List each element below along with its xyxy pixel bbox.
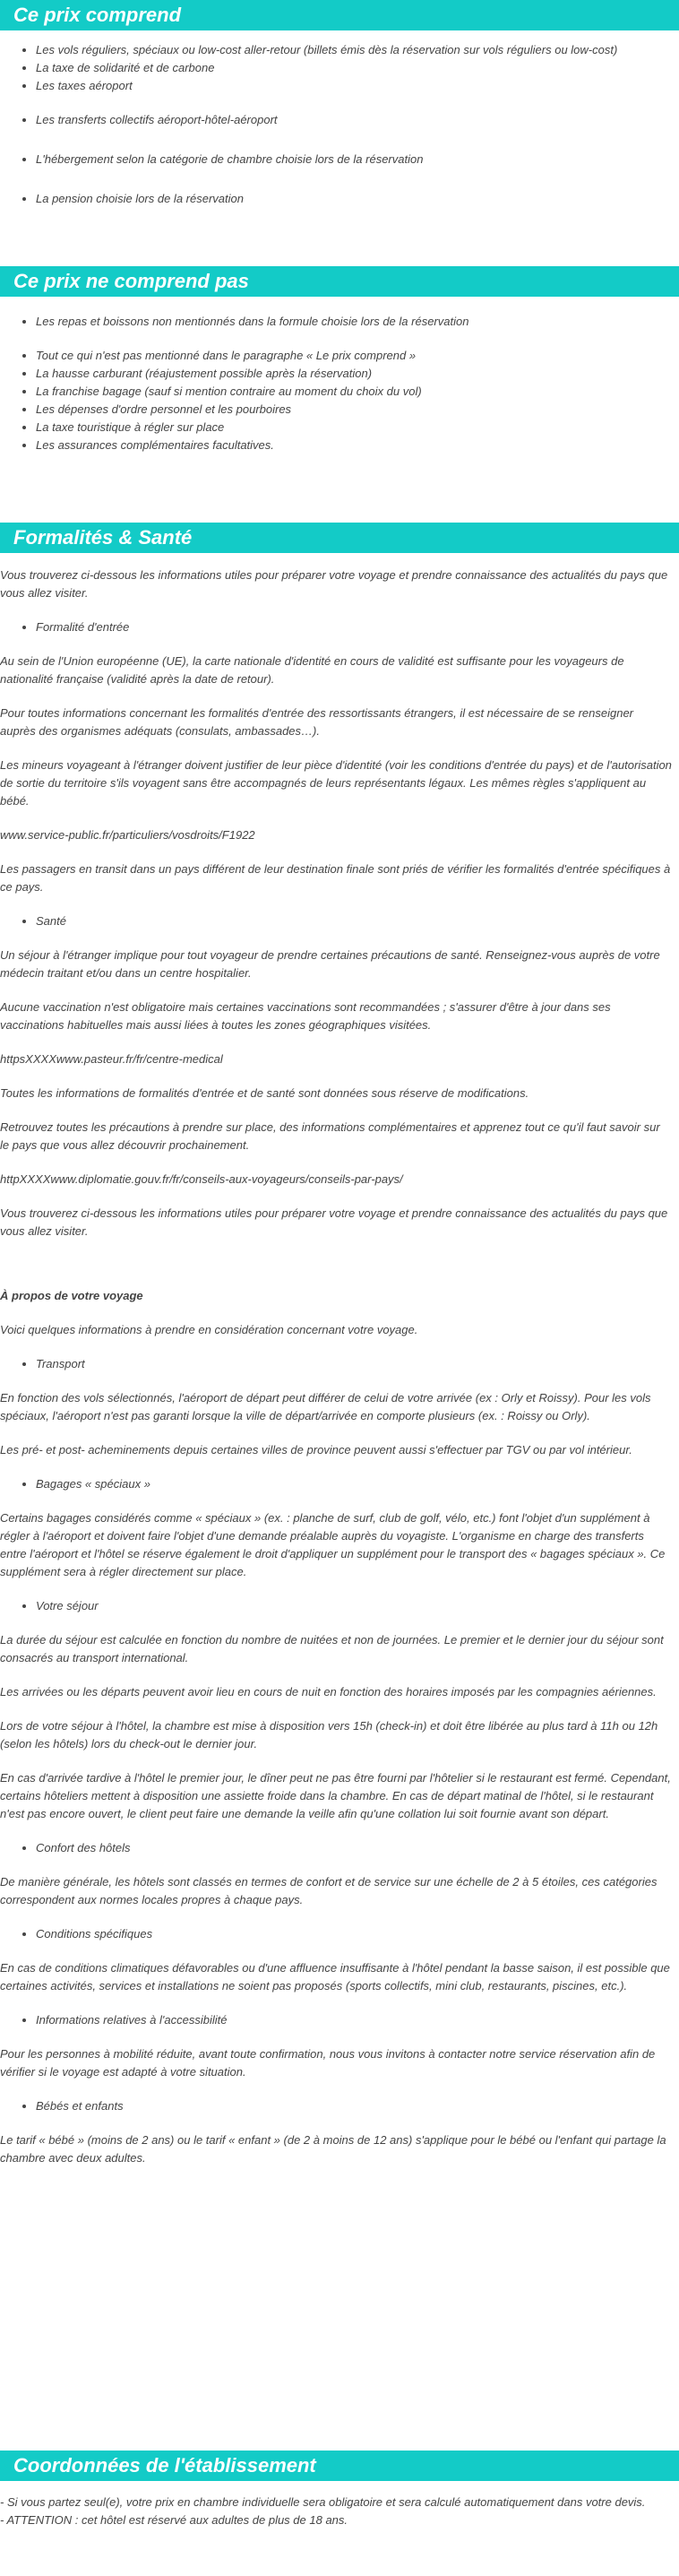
subheading-bullet: • Conditions spécifiques	[36, 1925, 672, 1943]
link-text[interactable]: httpXXXXwww.diplomatie.gouv.fr/fr/conseils-aux-voyageurs/conseils-par-pays/	[0, 1172, 403, 1186]
paragraph: Aucune vaccination n'est obligatoire mais certaines vaccinations sont recommandées ; s'assurer d'être à jour dans ses vaccinations habituelles mais aussi liées à toutes les zones géographiques visitées.	[0, 1000, 611, 1032]
paragraph: Certains bagages considérés comme « spéciaux » (ex. : planche de surf, club de golf, vélo, etc.) font l'objet d'un supplément à régler à l'aéroport et doivent faire l'objet d'une demande préalable auprès du voyagiste. L'organisme en charge des transferts entre l'aéroport et l'hôtel se réserve également le droit d'appliquer un supplément pour le transport des « bagages spéciaux ». Ce supplément sera à régler directement sur place.	[0, 1511, 666, 1578]
paragraph: Pour toutes informations concernant les formalités d'entrée des ressortissants étrangers, il est nécessaire de se renseigner auprès des organismes adéquats (consulats, ambassades…).	[0, 706, 634, 738]
subheading-bullet: • Transport	[36, 1355, 672, 1373]
list-item: • La pension choisie lors de la réservation	[36, 190, 672, 208]
paragraph: En fonction des vols sélectionnés, l'aéroport de départ peut différer de celui de votre arrivée (ex : Orly et Roissy). Pour les vols spéciaux, l'aéroport n'est pas garanti lorsque la ville de départ/arrivée en comporte plusieurs (ex. : Roissy ou Orly).	[0, 1391, 651, 1422]
section-header-prix-ne-comprend	[0, 266, 679, 297]
paragraph: En cas d'arrivée tardive à l'hôtel le premier jour, le dîner peut ne pas être fourni par l'hôtelier si le restaurant est fermé. Cependant, certains hôteliers mettent à disposition une assiette froide dans la chambre. En cas de départ matinal de l'hôtel, si le restaurant n'est pas encore ouvert, le client peut faire une demande la veille afin qu'une collation lui soit fournie avant son départ.	[0, 1771, 671, 1820]
paragraph: En cas de conditions climatiques défavorables ou d'une affluence insuffisante à l'hôtel pendant la basse saison, il est possible que certaines activités, services et installations ne soient pas proposés (sports collectifs, mini club, restaurants, piscines, etc.).	[0, 1961, 670, 1993]
list-item: • La hausse carburant (réajustement possible après la réservation)	[36, 365, 672, 383]
subheading-bullet: • Formalité d'entrée	[36, 618, 672, 636]
list-item: • Les dépenses d'ordre personnel et les pourboires	[36, 401, 672, 419]
section-header-formalites	[0, 523, 679, 553]
paragraph: Pour les personnes à mobilité réduite, avant toute confirmation, nous vous invitons à contacter notre service réservation afin de vérifier si le voyage est adapté à votre situation.	[0, 2047, 656, 2079]
subsection-title: À propos de votre voyage	[0, 1289, 143, 1302]
paragraph: - ATTENTION : cet hôtel est réservé aux adultes de plus de 18 ans.	[0, 2513, 348, 2527]
list-item: • Les taxes aéroport	[36, 77, 672, 95]
paragraph: Lors de votre séjour à l'hôtel, la chambre est mise à disposition vers 15h (check-in) et doit être libérée au plus tard à 11h ou 12h (selon les hôtels) lors du check-out le dernier jour.	[0, 1719, 658, 1750]
paragraph: De manière générale, les hôtels sont classés en termes de confort et de service sur une échelle de 2 à 5 étoiles, ces catégories correspondent aux normes locales propres à chaque pays.	[0, 1875, 658, 1906]
list-item: • Les repas et boissons non mentionnés dans la formule choisie lors de la réservation	[36, 313, 672, 331]
section-header-coordonnees	[0, 2451, 679, 2481]
list-item: • La taxe touristique à régler sur place	[36, 419, 672, 437]
section-title: Ce prix ne comprend pas	[13, 270, 249, 292]
paragraph: Les passagers en transit dans un pays différent de leur destination finale sont priés de vérifier les formalités d'entrée spécifiques à ce pays.	[0, 862, 671, 894]
subheading-bullet: • Informations relatives à l'accessibilité	[36, 2011, 672, 2029]
paragraph: Les pré- et post- acheminements depuis certaines villes de province peuvent aussi s'effectuer par TGV ou par vol intérieur.	[0, 1443, 632, 1457]
section-title: Ce prix comprend	[13, 4, 182, 26]
formalites-content	[0, 566, 672, 2167]
prix-comprend-list	[0, 41, 672, 208]
paragraph: Retrouvez toutes les précautions à prendre sur place, des informations complémentaires et apprenez tout ce qu'il faut savoir sur le pays que vous allez découvrir prochainement.	[0, 1120, 660, 1152]
section-header-prix-comprend	[0, 0, 679, 30]
list-item: • Les vols réguliers, spéciaux ou low-cost aller-retour (billets émis dès la réservation sur vols réguliers ou low-cost)	[36, 41, 672, 59]
subheading-bullet: • Votre séjour	[36, 1597, 672, 1615]
paragraph: Toutes les informations de formalités d'entrée et de santé sont données sous réserve de modifications.	[0, 1086, 529, 1100]
list-item: • Les assurances complémentaires facultatives.	[36, 437, 672, 454]
subheading-bullet: • Bagages « spéciaux »	[36, 1475, 672, 1493]
paragraph: Vous trouverez ci-dessous les informations utiles pour préparer votre voyage et prendre connaissance des actualités du pays que vous allez visiter.	[0, 568, 668, 600]
section-title: Formalités & Santé	[13, 526, 193, 549]
prix-ne-comprend-list	[0, 313, 672, 454]
list-item: • Tout ce qui n'est pas mentionné dans le paragraphe « Le prix comprend »	[36, 347, 672, 365]
subheading-bullet: • Confort des hôtels	[36, 1839, 672, 1857]
link-text[interactable]: www.service-public.fr/particuliers/vosdroits/F1922	[0, 828, 255, 842]
list-item: • L'hébergement selon la catégorie de chambre choisie lors de la réservation	[36, 151, 672, 169]
paragraph: Les arrivées ou les départs peuvent avoir lieu en cours de nuit en fonction des horaires imposés par les compagnies aériennes.	[0, 1685, 657, 1699]
section-title: Coordonnées de l'établissement	[13, 2454, 316, 2477]
paragraph: La durée du séjour est calculée en fonction du nombre de nuitées et non de journées. Le premier et le dernier jour du séjour sont consacrés au transport international.	[0, 1633, 664, 1664]
coordonnees-content	[0, 2494, 672, 2529]
list-item: • Les transferts collectifs aéroport-hôtel-aéroport	[36, 111, 672, 129]
paragraph: Au sein de l'Union européenne (UE), la carte nationale d'identité en cours de validité est suffisante pour les voyageurs de nationalité française (validité après la date de retour).	[0, 654, 624, 686]
subheading-bullet: • Santé	[36, 912, 672, 930]
paragraph: Les mineurs voyageant à l'étranger doivent justifier de leur pièce d'identité (voir les conditions d'entrée du pays) et de l'autorisation de sortie du territoire s'ils voyagent sans être accompagnés de leurs représentants légaux. Les mêmes règles s'appliquent au bébé.	[0, 758, 672, 808]
paragraph: Un séjour à l'étranger implique pour tout voyageur de prendre certaines précautions de santé. Renseignez-vous auprès de votre médecin traitant et/ou dans un centre hospitalier.	[0, 948, 660, 980]
list-item: • La franchise bagage (sauf si mention contraire au moment du choix du vol)	[36, 383, 672, 401]
list-item: • La taxe de solidarité et de carbone	[36, 59, 672, 77]
paragraph: Vous trouverez ci-dessous les informations utiles pour préparer votre voyage et prendre connaissance des actualités du pays que vous allez visiter.	[0, 1206, 668, 1238]
paragraph: Voici quelques informations à prendre en considération concernant votre voyage.	[0, 1323, 418, 1336]
subheading-bullet: • Bébés et enfants	[36, 2097, 672, 2115]
paragraph: Le tarif « bébé » (moins de 2 ans) ou le tarif « enfant » (de 2 à moins de 12 ans) s'applique pour le bébé ou l'enfant qui partage la chambre avec deux adultes.	[0, 2133, 666, 2165]
paragraph: - Si vous partez seul(e), votre prix en chambre individuelle sera obligatoire et sera calculé automatiquement dans votre devis.	[0, 2495, 646, 2509]
link-text[interactable]: httpsXXXXwww.pasteur.fr/fr/centre-medical	[0, 1052, 223, 1066]
